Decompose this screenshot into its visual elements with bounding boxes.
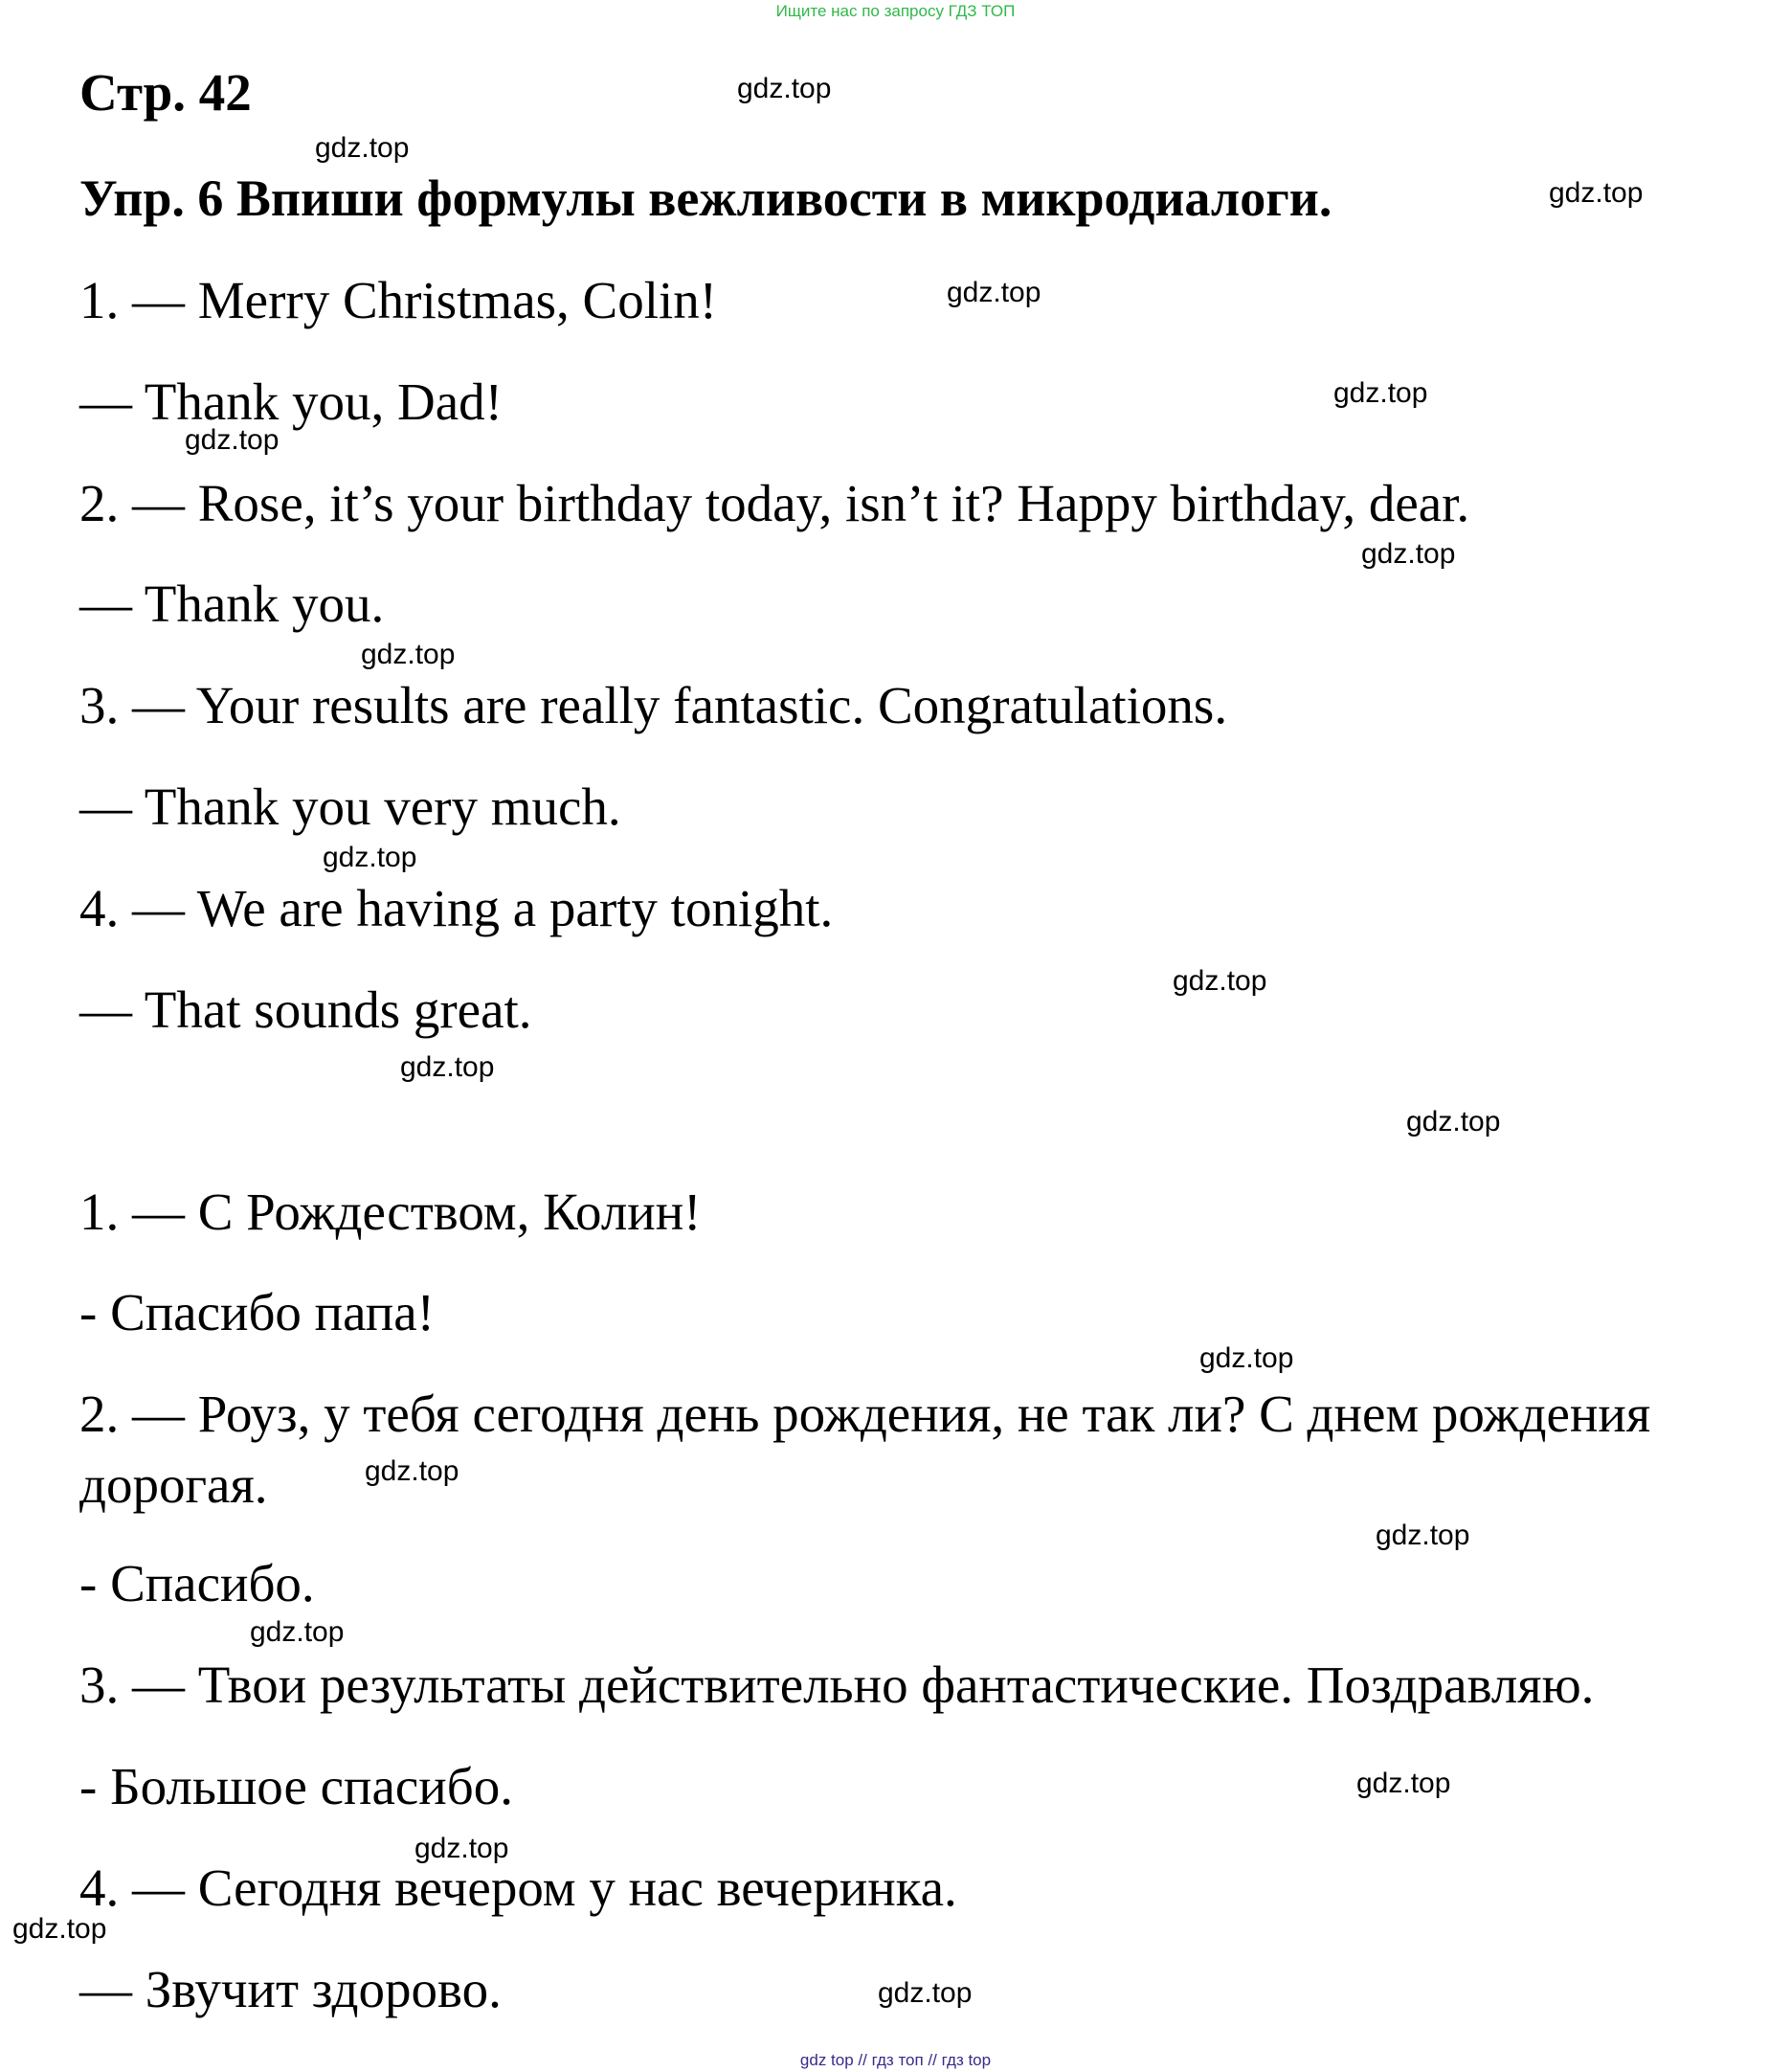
watermark: gdz.top <box>1361 538 1456 570</box>
russian-line-1: 1. — С Рождеством, Колин! <box>79 1182 702 1241</box>
footer-links[interactable]: gdz top // гдз топ // гдз top <box>799 2051 992 2069</box>
watermark: gdz.top <box>1376 1520 1470 1551</box>
watermark: gdz.top <box>185 424 280 456</box>
watermark: gdz.top <box>365 1455 459 1487</box>
english-line-6: — Thank you very much. <box>79 777 621 836</box>
watermark: gdz.top <box>1199 1342 1294 1374</box>
watermark: gdz.top <box>947 277 1041 308</box>
watermark: gdz.top <box>878 1977 973 2009</box>
russian-line-6: - Большое спасибо. <box>79 1757 513 1815</box>
russian-line-3: 2. — Роуз, у тебя сегодня день рождения, не так ли? С днем рождения <box>79 1385 1651 1443</box>
page-number: Стр. 42 <box>79 63 252 122</box>
english-line-5: 3. — Your results are really fantastic. Congratulations. <box>79 676 1228 734</box>
watermark: gdz.top <box>1406 1106 1501 1137</box>
russian-line-7: 4. — Сегодня вечером у нас вечеринка. <box>79 1858 957 1917</box>
english-line-7: 4. — We are having a party tonight. <box>79 879 834 937</box>
english-line-4: — Thank you. <box>79 574 385 633</box>
russian-line-8: — Звучит здорово. <box>79 1960 502 2018</box>
watermark: gdz.top <box>1173 965 1267 997</box>
exercise-heading: Упр. 6 Впиши формулы вежливости в микродиалоги. <box>79 169 1332 227</box>
english-line-2: — Thank you, Dad! <box>79 372 503 431</box>
watermark: gdz.top <box>323 842 417 873</box>
english-line-8: — That sounds great. <box>79 980 532 1039</box>
english-line-3: 2. — Rose, it’s your birthday today, isn’t it? Happy birthday, dear. <box>79 474 1470 532</box>
watermark: gdz.top <box>414 1833 509 1864</box>
russian-line-5: 3. — Твои результаты действительно фантастические. Поздравляю. <box>79 1655 1595 1714</box>
russian-line-4: - Спасибо. <box>79 1554 315 1612</box>
watermark: gdz.top <box>400 1051 495 1083</box>
watermark: gdz.top <box>1333 377 1428 409</box>
russian-line-2: - Спасибо папа! <box>79 1283 435 1341</box>
watermark: gdz.top <box>12 1913 107 1945</box>
watermark: gdz.top <box>250 1616 345 1648</box>
watermark: gdz.top <box>1549 177 1644 209</box>
top-banner[interactable]: Ищите нас по запросу ГДЗ ТОП <box>775 2 1016 20</box>
watermark: gdz.top <box>315 132 410 164</box>
watermark: gdz.top <box>1356 1768 1451 1799</box>
english-line-1: 1. — Merry Christmas, Colin! <box>79 271 718 329</box>
watermark: gdz.top <box>737 73 832 104</box>
russian-line-3-cont: дорогая. <box>79 1455 268 1514</box>
watermark: gdz.top <box>361 639 456 670</box>
